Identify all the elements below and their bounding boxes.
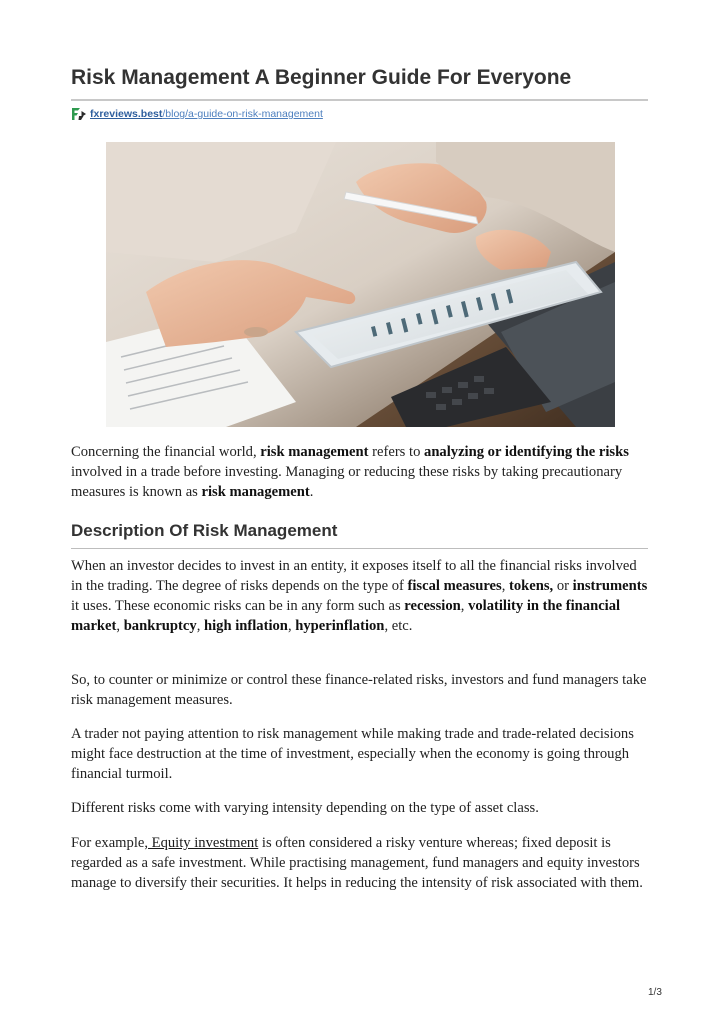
bold-term: volatility in the financial market (71, 598, 621, 634)
hero-image (106, 142, 615, 427)
page-number: 1/3 (648, 987, 662, 998)
paragraph-text: or (553, 578, 573, 594)
intro-text: refers to (368, 444, 425, 460)
description-paragraph-5 (71, 833, 651, 893)
intro-text: . (309, 484, 314, 500)
source-link[interactable] (71, 106, 323, 122)
paragraph-text: , (501, 578, 509, 594)
equity-investment-link[interactable]: Equity investment (148, 835, 259, 851)
hero-photo-illustration (106, 142, 615, 427)
site-logo-icon (71, 107, 87, 121)
bold-term: high inflation (203, 618, 288, 634)
source-path[interactable]: /blog/a-guide-on-risk-management (162, 108, 323, 120)
section-divider (71, 548, 648, 549)
bold-term: hyperinflation (295, 618, 385, 634)
description-paragraph-4: Different risks come with varying intensity depending on the type of asset class. (71, 800, 539, 816)
paragraph-text: , etc. (384, 618, 413, 634)
intro-text: Concerning the financial world, (71, 444, 261, 460)
description-paragraph-3: A trader not paying attention to risk management while making trade and trade-related decisions might face destruction at the time of investment, especially when the economy is going through financial turmoil. (71, 726, 634, 782)
page-title: Risk Management A Beginner Guide For Everyone (71, 66, 572, 89)
description-paragraph-1 (71, 556, 651, 636)
intro-bold-term: risk management (201, 484, 310, 500)
paragraph-text: is often considered a risky venture whereas; fixed deposit is regarded as a safe investment. While practising management, fund managers and equity investors manage to diversify their securities. It helps in reducing the intensity of risk associated with them. (71, 835, 643, 891)
bold-term: bankruptcy (123, 618, 197, 634)
bold-term: tokens, (508, 578, 554, 594)
paragraph-text: When an investor decides to invest in an entity, it exposes itself to all the financial risks involved in the trading. The degree of risks depends on the type of (71, 558, 637, 594)
intro-bold-term: risk management (260, 444, 369, 460)
bold-term: fiscal measures (407, 578, 502, 594)
intro-text: involved in a trade before investing. Managing or reducing these risks by taking precautionary measures is known as (71, 464, 623, 500)
paragraph-text: , (287, 618, 296, 634)
bold-term: instruments (572, 578, 648, 594)
paragraph-text: For example, (71, 835, 149, 851)
title-divider (71, 99, 648, 101)
bold-term: recession (404, 598, 461, 614)
paragraph-text: it uses. These economic risks can be in any form such as (71, 598, 405, 614)
section-heading: Description Of Risk Management (71, 521, 338, 540)
intro-paragraph (71, 442, 651, 502)
paragraph-text: , (460, 598, 469, 614)
paragraph-text: , (116, 618, 124, 634)
intro-bold-term: analyzing or identifying the risks (424, 444, 629, 460)
source-domain[interactable]: fxreviews.best (90, 108, 163, 120)
description-paragraph-2: So, to counter or minimize or control these finance-related risks, investors and fund managers take risk management measures. (71, 672, 647, 708)
paragraph-text: , (196, 618, 204, 634)
